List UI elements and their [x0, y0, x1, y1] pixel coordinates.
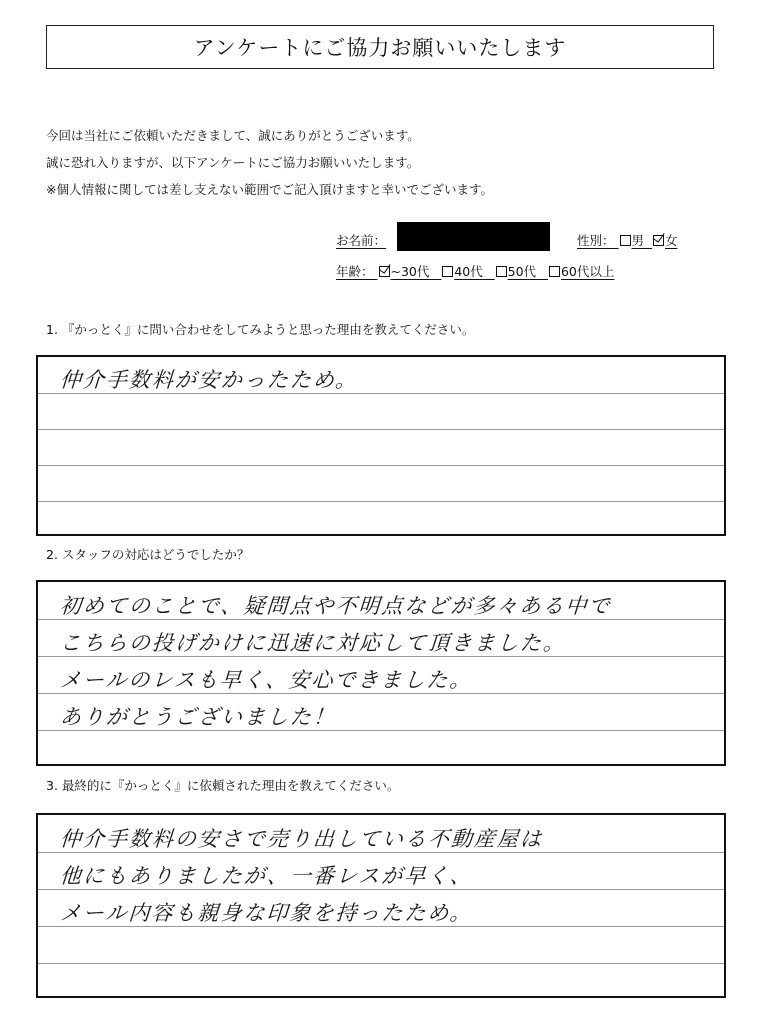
answer-box-1[interactable]	[36, 355, 726, 536]
age-under30-checkbox[interactable]	[379, 266, 390, 277]
ruled-line	[38, 429, 724, 430]
question-2-label: 2. スタッフの対応はどうでしたか？	[46, 547, 250, 562]
name-label: お名前：	[336, 233, 387, 248]
ruled-line	[38, 501, 724, 502]
ruled-line	[38, 465, 724, 466]
gender-label: 性別：	[577, 233, 615, 248]
handwritten-answer-line: こちらの投げかけに迅速に対応して頂きました。	[59, 631, 567, 655]
age-field	[336, 262, 614, 280]
age-under30-label: ~30代	[390, 264, 430, 279]
age-60plus-label: 60代以上	[560, 264, 615, 279]
question-1-label: 1. 『かっとく』に問い合わせをしてみようと思った理由を教えてください。	[46, 322, 475, 337]
intro-text	[46, 122, 493, 203]
profile-section	[336, 231, 678, 279]
question-3-label: 3. 最終的に『かっとく』に依頼された理由を教えてください。	[46, 778, 400, 793]
handwritten-answer-line: ありがとうございました！	[59, 705, 337, 729]
age-50s-label: 50代	[507, 264, 537, 279]
handwritten-answer-line: 仲介手数料の安さで売り出している不動産屋は	[59, 827, 544, 851]
gender-male-checkbox[interactable]	[620, 235, 631, 246]
survey-title-box	[46, 25, 714, 69]
handwritten-answer-line: 他にもありましたが、一番レスが早く、	[59, 864, 474, 888]
handwritten-answer-line: メール内容も親身な印象を持ったため。	[59, 901, 474, 925]
intro-line: 今回は当社にご依頼いただきまして、誠にありがとうございます。	[46, 128, 420, 143]
intro-line: 誠に恐れ入りますが、以下アンケートにご協力お願いいたします。	[46, 155, 420, 170]
gender-female-checkbox[interactable]	[653, 235, 664, 246]
age-label: 年齢：	[336, 264, 374, 279]
name-redaction	[397, 222, 550, 251]
answer-box-3[interactable]	[36, 813, 726, 998]
survey-title: アンケートにご協力お願いいたします	[193, 36, 567, 60]
age-50s-checkbox[interactable]	[496, 266, 507, 277]
gender-male-label: 男	[631, 233, 645, 248]
ruled-line	[38, 963, 724, 964]
gender-female-label: 女	[664, 233, 678, 248]
age-40s-label: 40代	[454, 264, 483, 279]
handwritten-answer-line: メールのレスも早く、安心できました。	[59, 668, 474, 692]
intro-line: ※個人情報に関しては差し支えない範囲でご記入頂けますと幸いでございます。	[46, 182, 493, 197]
gender-field	[577, 231, 677, 249]
handwritten-answer-line: 仲介手数料が安かったため。	[59, 368, 359, 392]
age-60plus-checkbox[interactable]	[549, 266, 560, 277]
name-gender-row	[336, 231, 678, 259]
answer-box-2[interactable]	[36, 580, 726, 766]
handwritten-answer-line: 初めてのことで、疑問点や不明点などが多々ある中で	[59, 594, 613, 618]
age-40s-checkbox[interactable]	[442, 266, 453, 277]
